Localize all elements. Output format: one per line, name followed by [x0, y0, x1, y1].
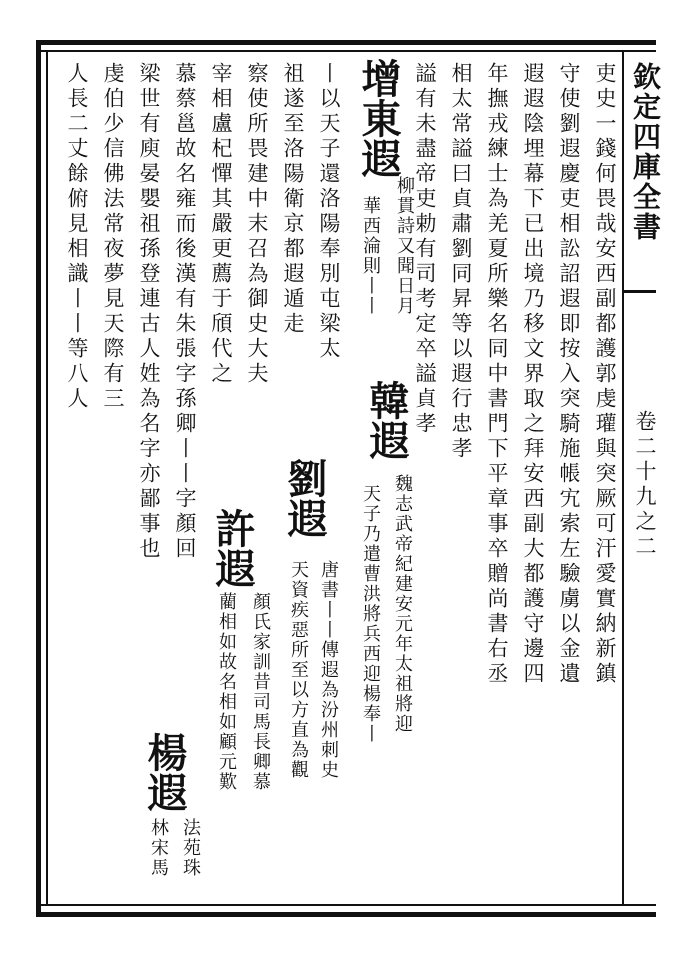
left-border-thick [36, 40, 41, 917]
note-liuguan: 柳貫詩又聞日月 [394, 176, 415, 316]
text-column-15: 人長二丈餘俯見相識丨丨等八人 [65, 62, 89, 412]
entry-heading-xuxia: 許遐 [209, 508, 256, 588]
text-column-10: 察使所畏建中末召為御史大夫 [245, 62, 269, 387]
entry-heading-hanxia: 韓遐 [363, 380, 410, 460]
text-column-13: 梁世有庾晏嬰祖孫登連古人姓為名字亦鄙事也 [137, 62, 161, 562]
note-yanshi: 顏氏家訓昔司馬長卿慕 [250, 592, 271, 792]
top-border-thick [36, 40, 656, 45]
text-column-8: 丨以天子還洛陽奉別屯梁太 [317, 62, 341, 362]
volume-label: 卷二十九之二 [633, 410, 657, 560]
bottom-border-thick [36, 912, 656, 917]
note-tangshu: 唐書丨丨傳遐為汾州刺史 [318, 560, 339, 780]
entry-heading-yangxia: 楊遐 [141, 732, 188, 812]
entry-heading-zengdongxia: 增東遐 [355, 58, 402, 178]
note-fayuan: 法苑珠 [180, 818, 201, 878]
note-huaxi: 華西淪則丨丨 [360, 196, 381, 316]
text-column-14: 虔伯少信佛法常夜夢見天際有三 [101, 62, 125, 412]
text-column-6: 謚有未盡帝吏勅有司考定卒謚貞孝 [413, 62, 437, 437]
top-border-thin [36, 50, 656, 52]
fishtail-mark [624, 290, 656, 293]
note-linxiangru: 藺相如故名相如顧元歎 [216, 592, 237, 792]
text-column-2: 守使劉遐慶吏相訟詔遐即按入突騎施帳宄索左驗虜以金遺 [557, 62, 581, 687]
text-column-5: 相太常謚曰貞肅劉同昇等以遐行忠孝 [449, 62, 473, 462]
note-tianzi: 天子乃遣曹洪將兵西迎楊奉丨 [360, 484, 381, 744]
note-tianzi-jiwu: 天資疾惡所至以方直為觀 [288, 560, 309, 780]
note-weizhi: 魏志武帝紀建安元年太祖將迎 [392, 474, 413, 734]
text-column-9: 祖遂至洛陽衛京都遐遁走 [281, 62, 305, 337]
text-column-3: 遐遐陰埋幕下已出境乃移文界取之拜安西副大都護守邊四 [521, 62, 545, 687]
text-column-1: 吏史一錢何畏哉安西副都護郭虔瓘與突厥可汗愛實納新鎮 [593, 62, 617, 687]
book-title: 欽定四庫全書 [629, 62, 662, 242]
text-column-4: 年撫戎練士為羌夏所樂名同中書門下平章事卒贈尚書右丞 [485, 62, 509, 687]
text-column-11: 宰相盧杞憚其嚴更薦于頎代之 [209, 62, 233, 387]
note-linsongma: 林宋馬 [148, 818, 169, 878]
bottom-border-thin [36, 904, 656, 906]
entry-heading-liuxia: 劉遐 [281, 458, 328, 538]
text-column-12: 慕蔡邕故名雍而後漢有朱張字孫卿丨丨字顏回 [173, 62, 197, 562]
left-border-thin [46, 50, 48, 906]
margin-divider [622, 50, 624, 906]
